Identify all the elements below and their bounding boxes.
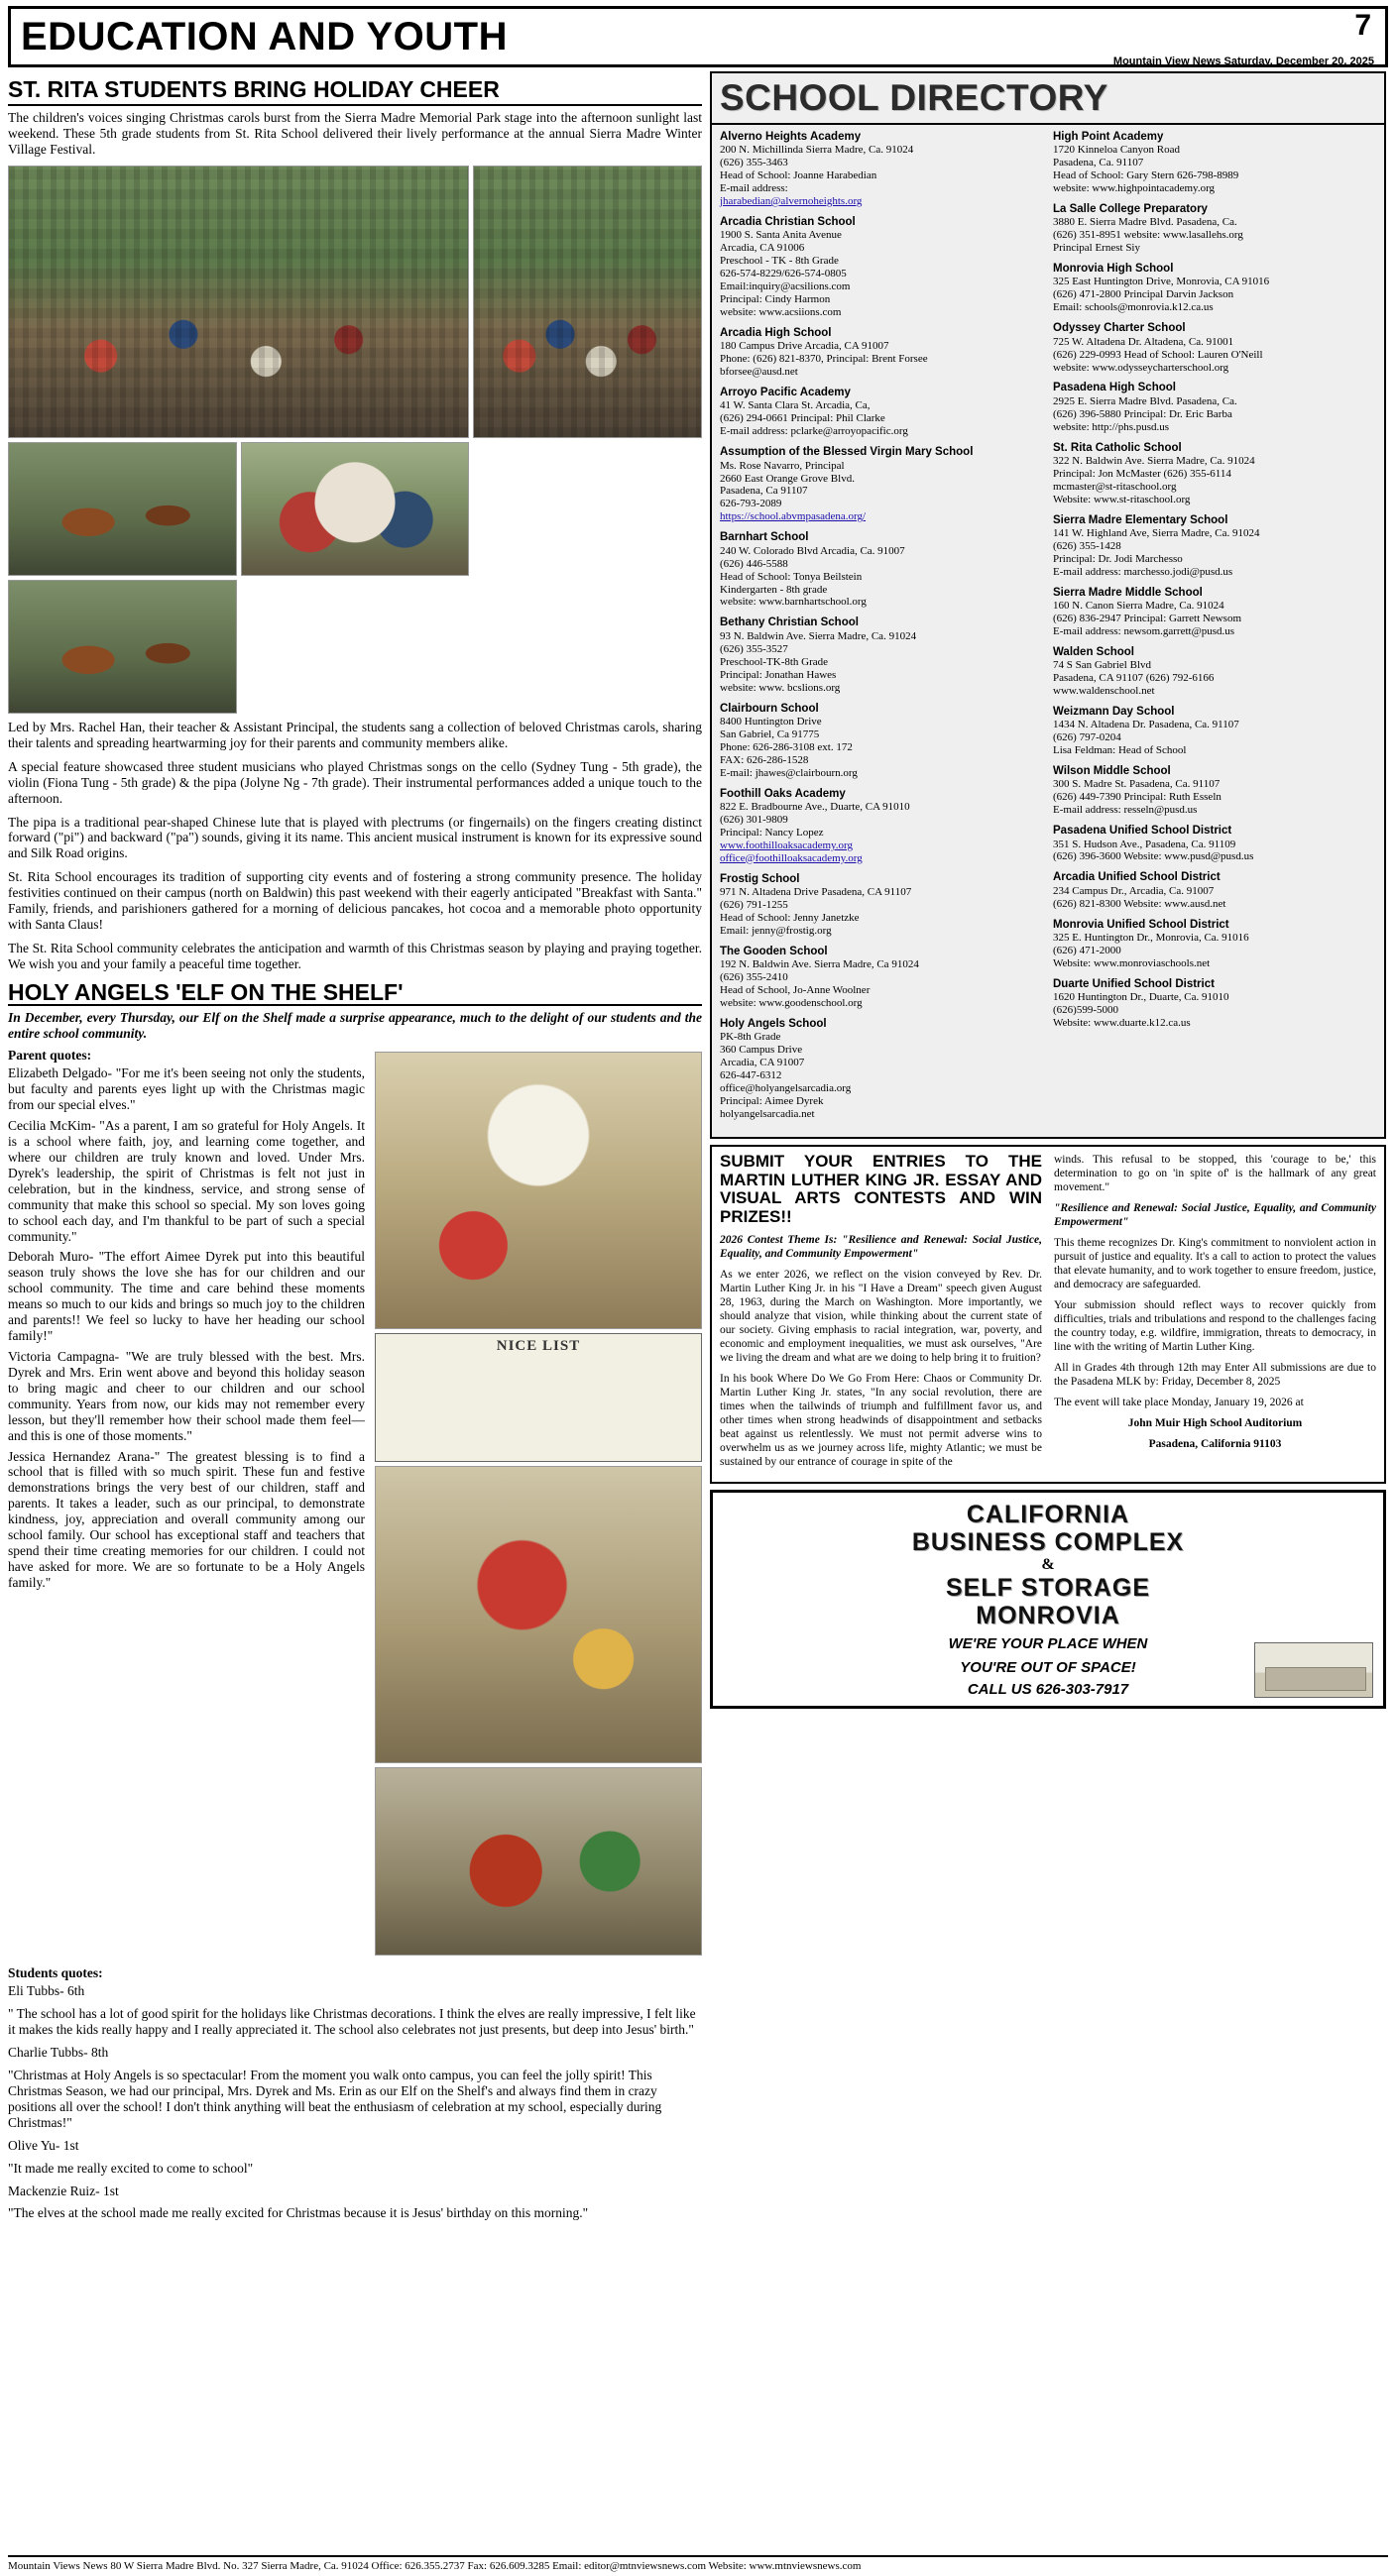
photo-choir-performance (8, 166, 469, 438)
mlk-venue: John Muir High School Auditorium (1127, 1417, 1303, 1430)
directory-column-right (1053, 131, 1376, 1129)
masthead-right (1354, 11, 1375, 41)
page-title: EDUCATION AND YOUTH (21, 15, 508, 58)
school-entry: Arcadia High School 180 Campus Drive Arcadia, CA 91007 Phone: (626) 821-8370, Principal: Brent Forsee bforsee@ausd.net (720, 327, 928, 379)
mlk-paragraph: As we enter 2026, we reflect on the vision conveyed by Rev. Dr. Martin Luther King Jr. in his "I Have a Dream" speech given August 28, 1963, during the March on Washington. More importantly, we should analyze that vision, while thinking about the current state of our society. Giving emphasis to racial integration, war, poverty, and economic and employment inequalities, we must ask ourselves, "Are we living the dream and what are we doing to help bring it to fruition? (720, 1268, 1042, 1364)
advertisement-california-business-complex[interactable] (710, 1490, 1386, 1709)
photo-elf-on-shelf-2 (375, 1466, 702, 1763)
photo-nice-list-board (375, 1333, 702, 1462)
photo-elf-on-shelf-3 (375, 1767, 702, 1956)
students-quotes-label: Students quotes: (8, 1965, 103, 1981)
directory-column-left (720, 131, 1043, 1129)
website-link[interactable]: www.foothilloaksacademy.org (720, 839, 854, 851)
page-footer (8, 2555, 1388, 2572)
story-headline-holy-angels: HOLY ANGELS 'ELF ON THE SHELF' (8, 980, 702, 1006)
school-entry: Holy Angels School PK-8th Grade 360 Campus Drive Arcadia, CA 91007 626-447-6312 office@holyangelsarcadia.org Principal: Aimee Dyrek holyangelsarcadia.net (720, 1017, 852, 1120)
school-entry: Pasadena High School 2925 E. Sierra Madre Blvd. Pasadena, Ca. (626) 396-5880 Principal: Dr. Eric Barba website: http://phs.pusd.us (1053, 382, 1237, 433)
photo-collage (8, 166, 702, 714)
school-entry: Monrovia High School 325 East Huntington Drive, Monrovia, CA 91016 (626) 471-2800 Principal Darvin Jackson Email: schools@monrovia.k12.ca.us (1053, 263, 1270, 314)
mlk-theme-repeat: "Resilience and Renewal: Social Justice, Equality, and Community Empowerment" (1054, 1201, 1376, 1228)
photo-violin-player (8, 580, 237, 714)
email-link[interactable]: jharabedian@alvernoheights.org (720, 195, 863, 208)
student-quote-name: Mackenzie Ruiz- 1st (8, 2183, 119, 2198)
student-quote-text: "It made me really excited to come to school" (8, 2160, 254, 2176)
mlk-paragraph: This theme recognizes Dr. King's commitment to nonviolent action in pursuit of justice and equality. It's a call to action to protect the values that elevate humanity, and to work together to ensure freedom, justice, and democracy are safeguarded. (1054, 1236, 1376, 1290)
ad-line-2: BUSINESS COMPLEX (911, 1527, 1185, 1556)
photo-santa-group (241, 442, 470, 576)
footer-text: Mountain Views News 80 W Sierra Madre Blvd. No. 327 Sierra Madre, Ca. 91024 Office: 626.355.2737 Fax: 626.609.3285 Email: editor@mtnviewsnews.com Website: www.mtnviewsnews.com (8, 2560, 862, 2572)
mlk-left-column (720, 1153, 1042, 1476)
school-entry: Arcadia Christian School 1900 S. Santa Anita Avenue Arcadia, CA 91006 Preschool - TK - 8th Grade 626-574-8229/626-574-0805 Email:inquiry@acsilions.com Principal: Cindy Harmon website: www.acsiions.com (720, 216, 856, 319)
website-link[interactable]: https://school.abvmpasadena.org/ (720, 510, 867, 523)
school-entry: Walden School 74 S San Gabriel Blvd Pasadena, CA 91107 (626) 792-6166 www.waldenschool.net (1053, 645, 1215, 698)
mlk-right-column (1054, 1153, 1376, 1476)
school-entry: Odyssey Charter School 725 W. Altadena Dr. Altadena, Ca. 91001 (626) 229-0993 Head of School: Lauren O'Neill website: www.odysseycharterschool.org (1053, 322, 1263, 374)
parent-quote: Deborah Muro- "The effort Aimee Dyrek put into this beautiful season truly shows the love she has for our children and our school community. The time and care behind these moments means so much to our kids and brings so much joy to the children and parents!! We feel so lucky to have her heading our school family!" (8, 1249, 365, 1344)
mlk-headline: SUBMIT YOUR ENTRIES TO THE MARTIN LUTHER KING JR. ESSAY AND VISUAL ARTS CONTESTS AND WIN PRIZES!! (720, 1151, 1042, 1226)
holy-angels-intro: In December, every Thursday, our Elf on the Shelf made a surprise appearance, much to the delight of our students and the entire school community. (8, 1009, 702, 1042)
mlk-paragraph: winds. This refusal to be stopped, this 'courage to be,' this determination to go on 'in spite of' is the hallmark of any great movement." (1054, 1153, 1376, 1193)
school-entry: Pasadena Unified School District 351 S. Hudson Ave., Pasadena, Ca. 91109 (626) 396-3600 Website: www.pusd@pusd.us (1053, 825, 1254, 863)
photo-elf-on-shelf-1 (375, 1052, 702, 1329)
masthead-subline: Mountain View News Saturday, December 20, 2025 (1112, 56, 1374, 67)
mlk-venue-city: Pasadena, California 91103 (1148, 1438, 1282, 1451)
ad-storage-photo (1254, 1642, 1373, 1698)
story-paragraph-6: The St. Rita School community celebrates the anticipation and warmth of this Christmas season by playing and praying together. We wish you and your family a peaceful time together. (8, 940, 702, 971)
ad-phone[interactable]: CALL US 626-303-7917 (967, 1680, 1129, 1698)
parent-quotes-label: Parent quotes: (8, 1048, 92, 1064)
ad-line-3: SELF STORAGE (945, 1573, 1150, 1602)
school-entry: Clairbourn School 8400 Huntington Drive San Gabriel, Ca 91775 Phone: 626-286-3108 ext. 172 FAX: 626-286-1528 E-mail: jhawes@clairbourn.org (720, 702, 858, 779)
parent-quote: Victoria Campagna- "We are truly blessed with the best. Mrs. Dyrek and Mrs. Erin went above and beyond this holiday season to bring magic and cheer to our children and our school community. Years from now, our kids may not remember every lesson, but they'll remember how their school made them feel—and this is one of those moments." (8, 1349, 365, 1443)
school-entry: Weizmann Day School 1434 N. Altadena Dr. Pasadena, Ca. 91107 (626) 797-0204 Lisa Feldman: Head of School (1053, 706, 1239, 757)
parent-quote: Cecilia McKim- "As a parent, I am so grateful for Holy Angels. It is a school where faith, joy, and learning come together, and where our children are truly known and loved. Under Mrs. Dyrek's leadership, the spirit of Christmas is felt not just in celebration, but in the kindness, service, and strong sense of community that make this school so special. My son loves going to school each day, and I'm thankful to be part of such a special community." (8, 1118, 365, 1244)
school-entry: Barnhart School 240 W. Colorado Blvd Arcadia, Ca. 91007 (626) 446-5588 Head of School: Tonya Beilstein Kindergarten - 8th grade website: www.barnhartschool.org (720, 531, 905, 609)
school-entry: High Point Academy 1720 Kinneloa Canyon Road Pasadena, Ca. 91107 Head of School: Gary Stern 626-798-8989 website: www.highpointacademy.org (1053, 131, 1239, 195)
mlk-theme: 2026 Contest Theme Is: "Resilience and Renewal: Social Justice, Equality, and Community Empowerment" (720, 1233, 1042, 1260)
student-quote-name: Charlie Tubbs- 8th (8, 2045, 109, 2061)
school-directory-title: SCHOOL DIRECTORY (712, 73, 1384, 125)
mlk-paragraph: In his book Where Do We Go From Here: Chaos or Community Dr. Martin Luther King Jr. states, "In any social revolution, there are times when the tailwinds of triumph and fulfillment favor us, and other times when strong headwinds of disappointment and setbacks beat against us relentlessly. We must not permit adverse wins to overwhelm us as we journey across life, mighty Atlantic; we must be sustained by our entrance of courage in spite of the (720, 1372, 1042, 1468)
parent-quote: Jessica Hernandez Arana-" The greatest blessing is to find a school that is filled with so much spirit. These fun and festive demonstrations brings the very best of our children, staff and parents. It takes a leader, such as our principal, to demonstrate kindness, joy, appreciation and overall community among our school family. Our school has exceptional staff and teachers that spend their time creating memories for our children. I could not have asked for more. We are so fortunate to be a Holy Angels family." (8, 1448, 365, 1590)
elf-photo-column (375, 1052, 702, 1956)
page-number: 7 (1354, 9, 1371, 42)
ad-line-1: CALIFORNIA (966, 1500, 1130, 1528)
school-entry: Monrovia Unified School District 325 E. Huntington Dr., Monrovia, Ca. 91016 (626) 471-2000 Website: www.monroviaschools.net (1053, 918, 1249, 969)
mlk-contest-box (710, 1145, 1386, 1484)
student-quotes-list (8, 1983, 702, 2221)
school-entry: Sierra Madre Elementary School 141 W. Highland Ave, Sierra Madre, Ca. 91024 (626) 355-1428 Principal: Dr. Jodi Marchesso E-mail address: marchesso.jodi@pusd.us (1053, 513, 1260, 578)
school-directory (710, 71, 1386, 1139)
school-entry: Sierra Madre Middle School 160 N. Canon Sierra Madre, Ca. 91024 (626) 836-2947 Principal: Garrett Newsom E-mail address: newsom.garrett@pusd.us (1053, 586, 1242, 637)
mlk-event-date: The event will take place Monday, January 19, 2026 at (1054, 1397, 1304, 1409)
story-lead-paragraph: The children's voices singing Christmas carols burst from the Sierra Madre Memorial Park stage into the afternoon sunlight last weekend. These 5th grade students from St. Rita School delivered their lively performance at the annual Sierra Madre Winter Village Festival. (8, 110, 702, 157)
story-paragraph-3: A special feature showcased three student musicians who played Christmas songs on the cello (Sydney Tung - 5th grade), the violin (Fiona Tung - 5th grade) & the pipa (Jolyne Ng - 7th grade). Their instrumental performances added a unique touch to the afternoon. (8, 758, 702, 806)
school-entry: St. Rita Catholic School 322 N. Baldwin Ave. Sierra Madre, Ca. 91024 Principal: Jon McMaster (626) 355-6114 mcmaster@st-ritaschool.org Website: www.st-ritaschool.org (1053, 441, 1255, 505)
student-quote-name: Eli Tubbs- 6th (8, 1983, 85, 1999)
left-column (8, 71, 702, 2228)
photo-cello-player (8, 442, 237, 576)
school-entry: Duarte Unified School District 1620 Huntington Dr., Duarte, Ca. 91010 (626)599-5000 Website: www.duarte.k12.ca.us (1053, 977, 1229, 1029)
mlk-paragraph: Your submission should reflect ways to recover quickly from difficulties, trials and tribulations and respond to the challenges facing the country today, e.g. wildfire, immigration, threats to democracy, in line with the writing of Martin Luther King. (1054, 1298, 1376, 1353)
page-body (8, 71, 1388, 2228)
school-entry: Assumption of the Blessed Virgin Mary School Ms. Rose Navarro, Principal 2660 East Orange Grove Blvd. Pasadena, Ca 91107 626-793-2089 https://school.abvmpasadena.org/ (720, 446, 1043, 523)
story-paragraph-5: St. Rita School encourages its tradition of supporting city events and of fostering a strong community presence. The holiday festivities continued on their campus (north on Baldwin) this past weekend with their eagerly anticipated "Breakfast with Santa." Family, friends, and parishioners gathered for a morning of delicious pancakes, hot cocoa and a memorable photo opportunity with Santa Claus! (8, 869, 702, 933)
school-entry: Bethany Christian School 93 N. Baldwin Ave. Sierra Madre, Ca. 91024 (626) 355-3527 Preschool-TK-8th Grade Principal: Jonathan Hawes website: www. bcslions.org (720, 616, 917, 694)
student-quote-text: "Christmas at Holy Angels is so spectacular! From the moment you walk onto campus, you can feel the jolly spirit! This Christmas Season, we had our principal, Mrs. Dyrek and Ms. Erin as our Elf on the Shelf's and always find them in crazy positions all over the school! I don't think anything will beat the enthusiasm of celebration at my school, especially during Christmas!" (8, 2068, 662, 2130)
mlk-deadline: All in Grades 4th through 12th may Enter All submissions are due to the Pasadena MLK by: Friday, December 8, 2025 (1054, 1362, 1376, 1389)
student-quote-text: "The elves at the school made me really excited for Christmas because it is Jesus' birthday on this morning." (8, 2205, 589, 2221)
story-paragraph-4: The pipa is a traditional pear-shaped Chinese lute that is played with plectrums (or fingernails) on the fingers creating distinct forward ("pi") and backward ("pa") sounds, giving it its name. This ancient musical instrument is known for its expressive sound and Silk Road origins. (8, 814, 702, 861)
school-entry: Arroyo Pacific Academy 41 W. Santa Clara St. Arcadia, Ca, (626) 294-0661 Principal: Phil Clarke E-mail address: pclarke@arroyopacific.org (720, 387, 908, 438)
school-entry: Wilson Middle School 300 S. Madre St. Pasadena, Ca. 91107 (626) 449-7390 Principal: Ruth Esseln E-mail address: resseln@pusd.us (1053, 765, 1222, 817)
student-quote-name: Olive Yu- 1st (8, 2137, 79, 2153)
school-entry: Foothill Oaks Academy 822 E. Bradbourne Ave., Duarte, CA 91010 (626) 301-9809 Principal: Nancy Lopez www.foothilloaksacademy.org office@foothilloaksacademy.org (720, 788, 1043, 865)
ad-ampersand: & (1041, 1555, 1055, 1573)
school-entry: Frostig School 971 N. Altadena Drive Pasadena, CA 91107 (626) 791-1255 Head of School: Jenny Janetzke Email: jenny@frostig.org (720, 872, 912, 937)
photo-students-singing (473, 166, 702, 438)
right-column (710, 71, 1386, 2228)
email-link[interactable]: office@foothilloaksacademy.org (720, 851, 863, 864)
story-headline-st-rita: ST. RITA STUDENTS BRING HOLIDAY CHEER (8, 77, 702, 106)
story-paragraph-2: Led by Mrs. Rachel Han, their teacher & Assistant Principal, the students sang a collection of beloved Christmas carols, sharing their talents and spreading heartwarming joy for their parents and community members alike. (8, 719, 702, 750)
ad-tagline-1: WE'RE YOUR PLACE WHEN (948, 1634, 1148, 1652)
school-entry: Alverno Heights Academy 200 N. Michillinda Sierra Madre, Ca. 91024 (626) 355-3463 Head of School: Joanne Harabedian E-mail address: jharabedian@alvernoheights.org (720, 131, 1043, 208)
nice-list-title: NICE LIST (496, 1338, 581, 1355)
ad-line-4: MONROVIA (976, 1601, 1120, 1629)
ad-tagline-2: YOU'RE OUT OF SPACE! (960, 1658, 1136, 1676)
student-quote-text: " The school has a lot of good spirit for the holidays like Christmas decorations. I think the elves are really impressive, I felt like it makes the kids really happy and I really appreciated it. The school also celebrates not just presents, but deep into Jesus' birth." (8, 2006, 696, 2038)
parent-quote: Elizabeth Delgado- "For me it's been seeing not only the students, but faculty and parents eyes light up with the Christmas magic from our special elves." (8, 1065, 365, 1113)
school-entry: La Salle College Preparatory 3880 E. Sierra Madre Blvd. Pasadena, Ca. (626) 351-8951 website: www.lasallehs.org Principal Ernest Siy (1053, 203, 1243, 255)
school-entry: Arcadia Unified School District 234 Campus Dr., Arcadia, Ca. 91007 (626) 821-8300 Website: www.ausd.net (1053, 871, 1226, 910)
school-entry: The Gooden School 192 N. Baldwin Ave. Sierra Madre, Ca 91024 (626) 355-2410 Head of School, Jo-Anne Woolner website: www.goodenschool.org (720, 945, 919, 1009)
